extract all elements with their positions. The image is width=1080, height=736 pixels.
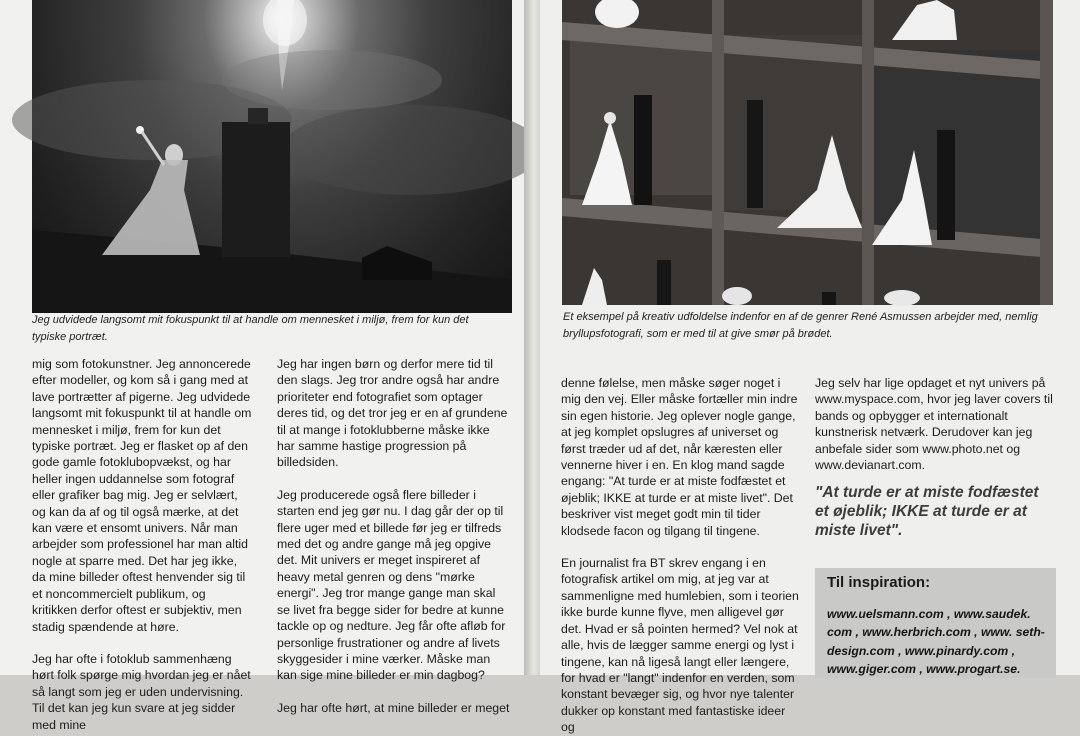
photo-caption-right: Et eksempel på kreativ udfoldelse indenfor en af de genrer René Asmussen arbejder med, nemlig bryllupsfotografi, som er med til at give smør på brødet. <box>563 311 1038 340</box>
lighthouse-bride-photo <box>32 0 512 313</box>
book-gutter <box>524 0 540 675</box>
paragraph: Jeg har ingen børn og derfor mere tid til den slags. Jeg tror andre også har andre prioriteter end fotografiet som optager deres tid, og det tror jeg er en af grundene til at mange i fotoklubberne måske ikke har samme hastige progression på billedsiden. <box>277 357 508 470</box>
photo-caption-left: Jeg udvidede langsomt mit fokuspunkt til at handle om mennesket i miljø, frem for kun det typiske portræt. <box>32 314 469 343</box>
wedding-shelves-photo <box>562 0 1053 305</box>
paragraph: Jeg har ofte hørt, at mine billeder er meget <box>277 700 510 715</box>
paragraph: Jeg selv har lige opdaget et nyt univers på www.myspace.com, hvor jeg laver covers til bands og opbygger et internationalt kunstnerisk netværk. Derudover kan jeg anbefale sider som www.photo.net og www.devianart.com. <box>815 376 1053 473</box>
article-column-3 <box>561 375 799 736</box>
paragraph: En journalist fra BT skrev engang i en fotografisk artikel om mig, at jeg var at sammenligne med humlebien, som i teorien ikke burde kunne flyve, men alligevel gør det. Hvad er så pointen hermed? Vel nok at alle, hvis de lægger samme energi og lyst i tingene, kan nå ligeså langt eller længere, for hvad er "langt" indenfor en verden, som konstant bevæger sig, og hvor nye talenter dukker op konstant med fantastiske ideer og <box>561 556 799 735</box>
inspiration-links: www.uelsmann.com , www.saudek. com , www.herbrich.com , www. seth-design.com , www.pinardy.com , www.giger.com , www.progart.se. <box>827 607 1045 676</box>
lighthouse-scene-illustration <box>32 0 512 313</box>
paragraph: Jeg har ofte i fotoklub sammenhæng hørt folk spørge mig hvordan jeg er nået så langt som jeg er uden undervisning. Til det kan jeg kun svare at jeg sidder med mine <box>32 651 251 732</box>
article-column-4 <box>815 375 1055 473</box>
article-column-2 <box>277 356 510 716</box>
paragraph: denne følelse, men måske søger noget i mig den vej. Eller måske fortæller min indre sin egen historie. Jeg oplever nogle gange, at jeg komplet opslugres af universet og først træder ud af det, når kæresten eller vennerne hiver i en. En klog mand sagde engang: "At turde er at miste fodfæstet et øjeblik; IKKE at turde er at miste livet". Det beskriver vist meget godt min til tider klodsede facon og tilgang til tingene. <box>561 376 798 538</box>
paragraph: Jeg producerede også flere billeder i starten end jeg gør nu. I dag går der op til flere uger med et billede før jeg er tilfreds med det og andre gange må jeg opgive det. Mit univers er meget inspireret af heavy metal genren og dens "mørke energi". Jeg tror mange gange man skal se livet fra begge sider for bedre at kunne tackle op og nedture. Jeg får ofte afløb for personlige frustrationer og andre af livets skyggesider i mine værker. Måske man kan sige mine billeder er min dagbog? <box>277 487 506 683</box>
left-page <box>0 0 524 732</box>
article-column-1 <box>32 356 253 733</box>
inspiration-title: Til inspiration: <box>827 574 931 591</box>
paragraph: mig som fotokunstner. Jeg annoncerede efter modeller, og kom så i gang med at lave portrætter af pigerne. Jeg udvidede langsomt mit fokuspunkt til at handle om mennesket i miljø, frem for kun det typiske portræt. Jeg er flasket op af den gode gamle fotoklubopvækst, og har heller ingen uddannelse som fotograf eller grafiker bag mig. Jeg er selvlært, og kan da af og til også mærke, at det kan være et ensomt univers. Når man arbejder som professionel har man altid nogle at sparre med. Det har jeg ikke, da mine billeder oftest henvender sig til et noncommercielt publikum, og kritikken derfor oftest er subjektiv, men stadig spændende at høre. <box>32 357 252 634</box>
inspiration-box <box>815 568 1056 678</box>
pull-quote: "At turde er at miste fodfæstet et øjeblik; IKKE at turde er at miste livet". <box>815 484 1039 539</box>
wedding-shelves-illustration <box>562 0 1053 305</box>
